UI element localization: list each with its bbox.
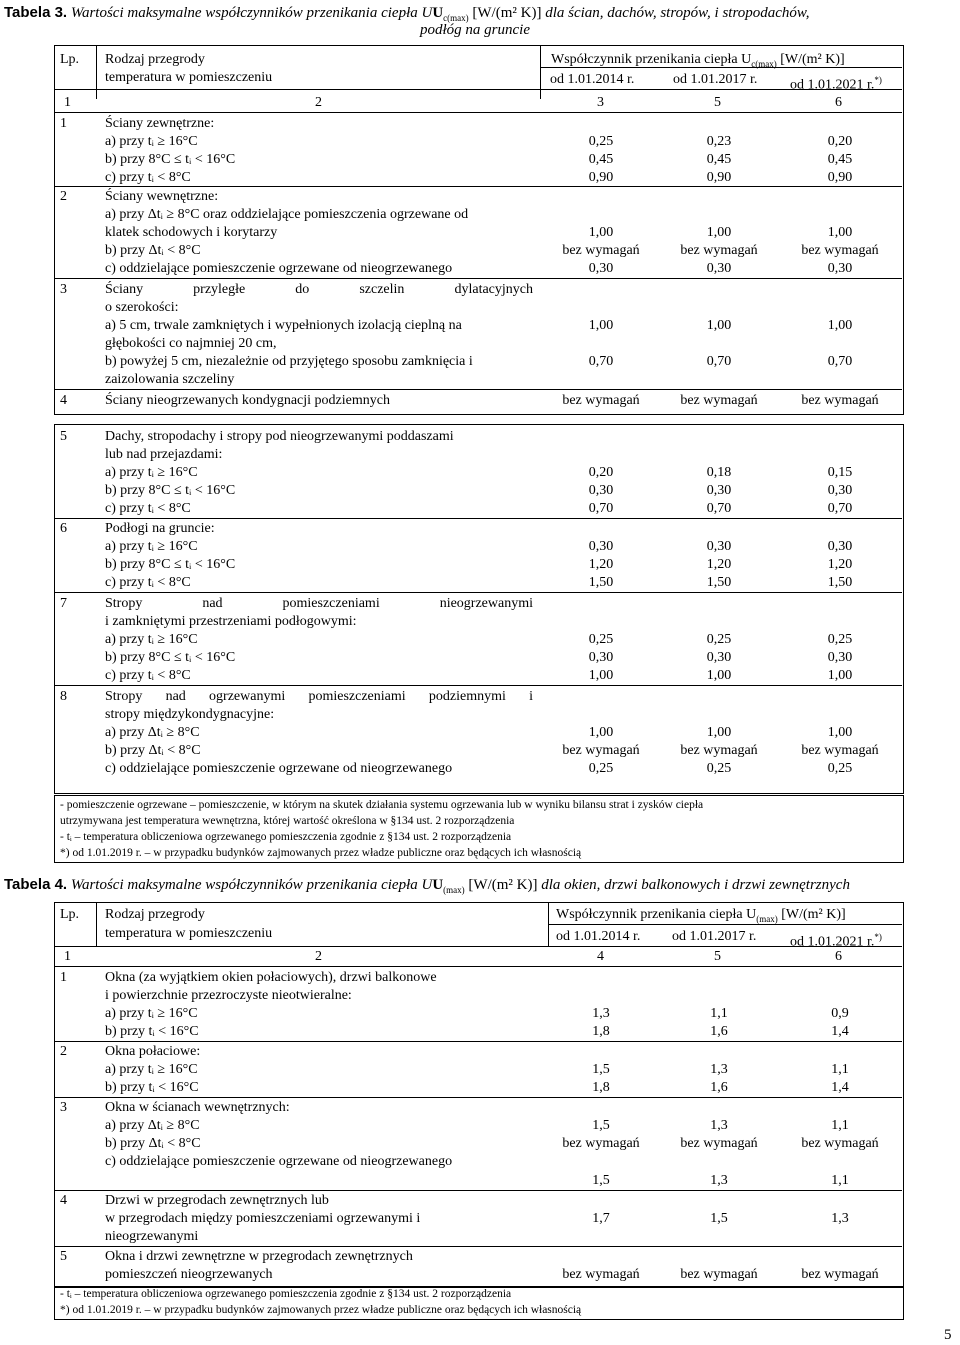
t3-cell: 0,70 bbox=[827, 354, 853, 369]
t3-row7-line: i zamkniętymi przestrzeniami podłogowymi: bbox=[105, 614, 357, 629]
t3-note: - tᵢ – temperatura obliczeniowa ogrzewanego pomieszczenia zgodnie z §134 ust. 2 rozporządzenia bbox=[60, 831, 512, 843]
t3-cell: 0,20 bbox=[827, 134, 853, 149]
t3-header-date-1: od 1.01.2014 r. bbox=[550, 72, 635, 87]
t4-row1-line: b) przy tᵢ < 16°C bbox=[105, 1024, 199, 1039]
t4-cell: 0,9 bbox=[831, 1006, 849, 1021]
t3-row8-line: a) przy Δtᵢ ≥ 8°C bbox=[105, 725, 200, 740]
t3-cell: 0,70 bbox=[827, 501, 853, 516]
t3-row1-line: Ściany zewnętrzne: bbox=[105, 116, 215, 131]
t4-cell: bez wymagań bbox=[801, 1267, 879, 1282]
t3-header-type: Rodzaj przegrody bbox=[105, 52, 205, 67]
t3-cell: 0,30 bbox=[827, 650, 853, 665]
t3-row8-line: c) oddzielające pomieszczenie ogrzewane od nieogrzewanego bbox=[105, 761, 453, 776]
t4-note: *) od 1.01.2019 r. – w przypadku budynków zajmowanych przez władze publiczne oraz będących ich własnością bbox=[60, 1304, 582, 1316]
t3-cell: 0,30 bbox=[588, 650, 614, 665]
t3-row6-line: Podłogi na gruncie: bbox=[105, 521, 215, 536]
t3-cell: 1,00 bbox=[588, 668, 614, 683]
t3-cell: bez wymagań bbox=[680, 393, 758, 408]
t3-row6-line: a) przy tᵢ ≥ 16°C bbox=[105, 539, 198, 554]
t3-cell: bez wymagań bbox=[562, 393, 640, 408]
t3-cell: 0,45 bbox=[588, 152, 614, 167]
t3-row5-line: lub nad przejazdami: bbox=[105, 447, 223, 462]
t3-cell: 0,25 bbox=[588, 761, 614, 776]
t3-cell: 0,45 bbox=[706, 152, 732, 167]
t4-cell: 1,3 bbox=[710, 1173, 728, 1188]
t3-row7-line: Stropy nad pomieszczeniami nieogrzewanymi bbox=[105, 596, 533, 611]
t4-cell: 1,5 bbox=[592, 1062, 610, 1077]
t4-row3-line: a) przy Δtᵢ ≥ 8°C bbox=[105, 1118, 200, 1133]
t4-cell: 1,1 bbox=[710, 1006, 728, 1021]
t3-cell: 1,20 bbox=[588, 557, 614, 572]
t3-cell: bez wymagań bbox=[680, 243, 758, 258]
t3-cell: 0,30 bbox=[588, 539, 614, 554]
t3-row8-line: Stropy nad ogrzewanymi pomieszczeniami podziemnymi i bbox=[105, 689, 533, 704]
t3-cell: 1,00 bbox=[706, 725, 732, 740]
t3-cell: 1,50 bbox=[588, 575, 614, 590]
t3-row3-line: o szerokości: bbox=[105, 300, 179, 315]
t4-row3-lp: 3 bbox=[60, 1100, 67, 1115]
t3-row8-line: stropy międzykondygnacyjne: bbox=[105, 707, 275, 722]
t4-cell: 1,5 bbox=[592, 1118, 610, 1133]
t3-cell: 0,30 bbox=[706, 483, 732, 498]
t3-row2-line: a) przy Δtᵢ ≥ 8°C oraz oddzielające pomieszczenia ogrzewane od bbox=[105, 207, 469, 222]
t3-row4-line: Ściany nieogrzewanych kondygnacji podziemnych bbox=[105, 393, 390, 408]
t3-cell: 1,00 bbox=[827, 725, 853, 740]
t3-colnum-1: 1 bbox=[64, 95, 71, 110]
t3-cell: 0,25 bbox=[588, 632, 614, 647]
t3-cell: 1,00 bbox=[706, 318, 732, 333]
t4-row1-lp: 1 bbox=[60, 970, 67, 985]
t3-row2-line: c) oddzielające pomieszczenie ogrzewane od nieogrzewanego bbox=[105, 261, 453, 276]
t3-row4-lp: 4 bbox=[60, 393, 67, 408]
t3-cell: 0,15 bbox=[827, 465, 853, 480]
t3-row7-line: b) przy 8°C ≤ tᵢ < 16°C bbox=[105, 650, 236, 665]
t4-cell: bez wymagań bbox=[562, 1136, 640, 1151]
t3-cell: bez wymagań bbox=[801, 743, 879, 758]
t3-cell: bez wymagań bbox=[562, 743, 640, 758]
t3-cell: 0,18 bbox=[706, 465, 732, 480]
t3-cell: bez wymagań bbox=[801, 393, 879, 408]
t4-row4-lp: 4 bbox=[60, 1193, 67, 1208]
t3-header-coef: Współczynnik przenikania ciepła $U_{c(max)}$ [W/(m² K)] bbox=[551, 52, 845, 69]
t3-cell: 1,20 bbox=[827, 557, 853, 572]
t3-row2-line: klatek schodowych i korytarzy bbox=[105, 225, 278, 240]
t3-cell: 1,50 bbox=[827, 575, 853, 590]
table3-caption-line2: podłóg na gruncie bbox=[420, 22, 530, 38]
t4-colnum-2: 2 bbox=[315, 949, 322, 964]
table4-caption: Tabela 4. Wartości maksymalne współczynników przenikania ciepła $UU_{(max)}$ [W/(m² K)] dla okien, drzwi balkonowych i drzwi zewnętrznych bbox=[4, 876, 850, 895]
t3-row1-lp: 1 bbox=[60, 116, 67, 131]
t3-cell: 1,00 bbox=[827, 318, 853, 333]
t4-cell: 1,6 bbox=[710, 1080, 728, 1095]
page-number: 5 bbox=[944, 1327, 952, 1343]
t4-cell: 1,7 bbox=[592, 1211, 610, 1226]
t3-row1-line: c) przy tᵢ < 8°C bbox=[105, 170, 191, 185]
t4-row2-line: Okna połaciowe: bbox=[105, 1044, 201, 1059]
t3-row6-lp: 6 bbox=[60, 521, 67, 536]
t3-cell: 0,30 bbox=[827, 483, 853, 498]
t3-cell: 0,30 bbox=[706, 539, 732, 554]
t3-colnum-2: 2 bbox=[315, 95, 322, 110]
t3-cell: 1,00 bbox=[827, 668, 853, 683]
t3-cell: 0,25 bbox=[588, 134, 614, 149]
t4-header-date-2: od 1.01.2017 r. bbox=[672, 929, 757, 944]
t4-colnum-3: 4 bbox=[597, 949, 604, 964]
t4-row5-line: pomieszczeń nieogrzewanych bbox=[105, 1267, 273, 1282]
t3-row3-lp: 3 bbox=[60, 282, 67, 297]
t4-cell: bez wymagań bbox=[680, 1136, 758, 1151]
t3-cell: 0,30 bbox=[588, 261, 614, 276]
t3-cell: 0,70 bbox=[706, 501, 732, 516]
t3-row2-line: b) przy Δtᵢ < 8°C bbox=[105, 243, 201, 258]
t3-row6-line: c) przy tᵢ < 8°C bbox=[105, 575, 191, 590]
t4-cell: 1,4 bbox=[831, 1080, 849, 1095]
t4-colnum-5: 6 bbox=[835, 949, 842, 964]
t3-row3-line: głębokości co najmniej 20 cm, bbox=[105, 336, 277, 351]
t4-cell: 1,5 bbox=[710, 1211, 728, 1226]
t4-row1-line: Okna (za wyjątkiem okien połaciowych), drzwi balkonowe bbox=[105, 970, 437, 985]
t3-cell: 1,00 bbox=[588, 725, 614, 740]
t3-cell: 0,25 bbox=[827, 632, 853, 647]
t4-cell: bez wymagań bbox=[801, 1136, 879, 1151]
t3-row7-line: a) przy tᵢ ≥ 16°C bbox=[105, 632, 198, 647]
t3-row3-line: Ściany przyległe do szczelin dylatacyjnych bbox=[105, 282, 533, 297]
t4-row4-line: nieogrzewanymi bbox=[105, 1229, 199, 1244]
t3-note: - pomieszczenie ogrzewane – pomieszczenie, w którym na skutek działania systemu ogrzewania lub w wyniku bilansu strat i zysków ciepła bbox=[60, 799, 704, 811]
t3-cell: 0,70 bbox=[588, 354, 614, 369]
t4-row1-line: i powierzchnie przezroczyste nieotwieralne: bbox=[105, 988, 352, 1003]
t3-note: *) od 1.01.2019 r. – w przypadku budynków zajmowanych przez władze publiczne oraz będących ich własnością bbox=[60, 847, 582, 859]
t4-row5-lp: 5 bbox=[60, 1249, 67, 1264]
t3-cell: 1,00 bbox=[588, 225, 614, 240]
t3-header-temp: temperatura w pomieszczeniu bbox=[105, 70, 273, 85]
t3-header-date-3: od 1.01.2021 r.*) bbox=[790, 75, 882, 93]
t4-cell: 1,3 bbox=[592, 1006, 610, 1021]
t4-header-date-1: od 1.01.2014 r. bbox=[556, 929, 641, 944]
table3-caption: Tabela 3. Wartości maksymalne współczynników przenikania ciepła $UU_{c(max)}$ [W/(m² K)] dla ścian, dachów, stropów, i stropodachów, bbox=[4, 4, 810, 23]
t3-cell: 0,23 bbox=[706, 134, 732, 149]
t3-row5-line: b) przy 8°C ≤ tᵢ < 16°C bbox=[105, 483, 236, 498]
t4-header-lp: Lp. bbox=[60, 907, 80, 922]
t4-header-date-3: od 1.01.2021 r.*) bbox=[790, 932, 882, 950]
t3-header-date-2: od 1.01.2017 r. bbox=[673, 72, 758, 87]
t3-row1-line: a) przy tᵢ ≥ 16°C bbox=[105, 134, 198, 149]
t4-cell: 1,1 bbox=[831, 1173, 849, 1188]
t3-colnum-3: 3 bbox=[597, 95, 604, 110]
t3-row8-line: b) przy Δtᵢ < 8°C bbox=[105, 743, 201, 758]
t3-row5-line: c) przy tᵢ < 8°C bbox=[105, 501, 191, 516]
t3-cell: 0,30 bbox=[827, 261, 853, 276]
t4-cell: 1,3 bbox=[710, 1118, 728, 1133]
t3-colnum-5: 6 bbox=[835, 95, 842, 110]
t3-cell: bez wymagań bbox=[801, 243, 879, 258]
t4-row5-line: Okna i drzwi zewnętrzne w przegrodach zewnętrznych bbox=[105, 1249, 413, 1264]
t3-row7-lp: 7 bbox=[60, 596, 67, 611]
t3-cell: 0,20 bbox=[588, 465, 614, 480]
t3-cell: 0,25 bbox=[827, 761, 853, 776]
t4-row1-line: a) przy tᵢ ≥ 16°C bbox=[105, 1006, 198, 1021]
t3-cell: 0,90 bbox=[827, 170, 853, 185]
t3-cell: 0,30 bbox=[706, 650, 732, 665]
t3-note: utrzymywana jest temperatura wewnętrzna, której wartość określona w §134 ust. 2 rozporządzenia bbox=[60, 815, 515, 827]
t4-header-temp: temperatura w pomieszczeniu bbox=[105, 926, 273, 941]
t3-cell: 0,30 bbox=[588, 483, 614, 498]
t3-cell: 1,00 bbox=[706, 668, 732, 683]
t3-cell: bez wymagań bbox=[680, 743, 758, 758]
t4-note: - tᵢ – temperatura obliczeniowa ogrzewanego pomieszczenia zgodnie z §134 ust. 2 rozporządzenia bbox=[60, 1288, 512, 1300]
t4-colnum-4: 5 bbox=[714, 949, 721, 964]
t4-row2-lp: 2 bbox=[60, 1044, 67, 1059]
t3-row3-line: a) 5 cm, trwale zamkniętych i wypełnionych izolacją cieplną na bbox=[105, 318, 462, 333]
t4-header-coef: Współczynnik przenikania ciepła $U_{(max)}$ [W/(m² K)] bbox=[556, 907, 846, 924]
t4-cell: 1,1 bbox=[831, 1118, 849, 1133]
t3-cell: 1,00 bbox=[588, 318, 614, 333]
t3-row7-line: c) przy tᵢ < 8°C bbox=[105, 668, 191, 683]
t3-cell: 1,00 bbox=[827, 225, 853, 240]
t4-cell: 1,6 bbox=[710, 1024, 728, 1039]
t3-cell: 1,20 bbox=[706, 557, 732, 572]
t4-colnum-1: 1 bbox=[64, 949, 71, 964]
t4-cell: 1,8 bbox=[592, 1024, 610, 1039]
t3-row5-line: Dachy, stropodachy i stropy pod nieogrzewanymi poddaszami bbox=[105, 429, 454, 444]
t4-row4-line: w przegrodach między pomieszczeniami ogrzewanymi i bbox=[105, 1211, 421, 1226]
t3-cell: 0,45 bbox=[827, 152, 853, 167]
t4-header-type: Rodzaj przegrody bbox=[105, 907, 205, 922]
t3-row8-lp: 8 bbox=[60, 689, 67, 704]
t3-row6-line: b) przy 8°C ≤ tᵢ < 16°C bbox=[105, 557, 236, 572]
t4-cell: 1,3 bbox=[710, 1062, 728, 1077]
t3-row3-line: b) powyżej 5 cm, niezależnie od przyjętego sposobu zamknięcia i bbox=[105, 354, 473, 369]
t4-row4-line: Drzwi w przegrodach zewnętrznych lub bbox=[105, 1193, 329, 1208]
t3-row1-line: b) przy 8°C ≤ tᵢ < 16°C bbox=[105, 152, 236, 167]
t4-cell: bez wymagań bbox=[562, 1267, 640, 1282]
t3-row2-line: Ściany wewnętrzne: bbox=[105, 189, 219, 204]
t3-cell: 0,25 bbox=[706, 761, 732, 776]
t4-row2-line: a) przy tᵢ ≥ 16°C bbox=[105, 1062, 198, 1077]
t4-row3-line: c) oddzielające pomieszczenie ogrzewane od nieogrzewanego bbox=[105, 1154, 453, 1169]
t3-header-lp: Lp. bbox=[60, 52, 80, 67]
t4-cell: 1,4 bbox=[831, 1024, 849, 1039]
t3-cell: 0,90 bbox=[706, 170, 732, 185]
t3-row3-line: zaizolowania szczeliny bbox=[105, 372, 235, 387]
t4-row3-line: b) przy Δtᵢ < 8°C bbox=[105, 1136, 201, 1151]
t3-cell: 1,50 bbox=[706, 575, 732, 590]
t4-cell: bez wymagań bbox=[680, 1267, 758, 1282]
t3-row5-line: a) przy tᵢ ≥ 16°C bbox=[105, 465, 198, 480]
t3-colnum-4: 5 bbox=[714, 95, 721, 110]
t3-cell: 0,30 bbox=[706, 261, 732, 276]
t4-row2-line: b) przy tᵢ < 16°C bbox=[105, 1080, 199, 1095]
t3-row5-lp: 5 bbox=[60, 429, 67, 444]
t4-cell: 1,8 bbox=[592, 1080, 610, 1095]
t3-cell: bez wymagań bbox=[562, 243, 640, 258]
t4-row3-line: Okna w ścianach wewnętrznych: bbox=[105, 1100, 290, 1115]
t3-cell: 0,70 bbox=[588, 501, 614, 516]
t3-cell: 0,90 bbox=[588, 170, 614, 185]
t4-cell: 1,5 bbox=[592, 1173, 610, 1188]
t3-cell: 0,70 bbox=[706, 354, 732, 369]
t3-cell: 1,00 bbox=[706, 225, 732, 240]
t3-row2-lp: 2 bbox=[60, 189, 67, 204]
t4-cell: 1,3 bbox=[831, 1211, 849, 1226]
t3-cell: 0,25 bbox=[706, 632, 732, 647]
t3-cell: 0,30 bbox=[827, 539, 853, 554]
t4-cell: 1,1 bbox=[831, 1062, 849, 1077]
